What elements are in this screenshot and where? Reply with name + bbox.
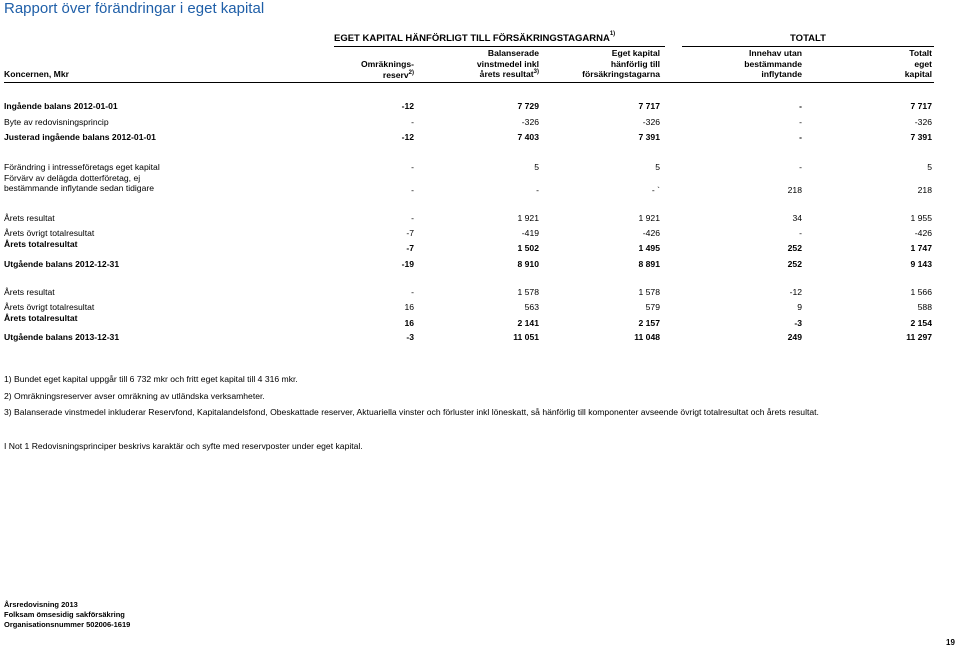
table-cell: - <box>411 185 414 195</box>
table-cell: -12 <box>401 101 414 111</box>
col-header-line: hänförlig till <box>610 58 660 69</box>
table-cell: 8 910 <box>517 259 539 269</box>
table-cell: 2 141 <box>517 318 539 328</box>
table-cell: 8 891 <box>638 259 660 269</box>
col-header-line: årets resultat <box>479 69 534 79</box>
table-cell: 7 403 <box>517 132 539 142</box>
table-cell: 1 955 <box>910 213 932 223</box>
col-header-translation-reserve <box>334 59 414 80</box>
footnote-1: 1) Bundet eget kapital uppgår till 6 732 mkr och fritt eget kapital till 4 316 mkr. <box>4 374 298 384</box>
row-label <box>4 117 109 127</box>
col-header-line: Omräknings- <box>360 59 414 69</box>
row-label <box>4 287 55 297</box>
table-cell: -326 <box>642 117 660 127</box>
col-header-line: eget <box>914 58 932 69</box>
table-cell: 1 578 <box>517 287 539 297</box>
col-header-line: bestämmande <box>744 58 802 69</box>
row-label-header: Koncernen, Mkr <box>4 69 69 79</box>
row-label-line: Utgående balans 2012-12-31 <box>4 259 120 269</box>
table-cell: - <box>411 117 414 127</box>
table-cell: 11 048 <box>634 332 660 342</box>
table-cell: -3 <box>794 318 802 328</box>
table-cell: 1 747 <box>910 243 932 253</box>
table-cell: - ` <box>651 185 660 195</box>
table-cell: 7 391 <box>638 132 660 142</box>
table-cell: 588 <box>917 302 932 312</box>
row-label-line: Justerad ingående balans 2012-01-01 <box>4 132 156 142</box>
footnote-2: 2) Omräkningsreserver avser omräkning av utländska verksamheter. <box>4 391 265 401</box>
row-label-line: Årets övrigt totalresultat <box>4 302 95 312</box>
row-label <box>4 162 160 172</box>
row-label <box>4 101 118 111</box>
group-header-policyholders <box>334 33 615 44</box>
table-cell: 1 921 <box>517 213 539 223</box>
table-cell: 218 <box>917 185 932 195</box>
row-label-line: Årets totalresultat <box>4 313 78 323</box>
table-cell: -7 <box>406 228 414 238</box>
row-label <box>4 302 94 312</box>
header-underline-group2 <box>682 46 934 47</box>
table-cell: 7 717 <box>910 101 932 111</box>
row-label-line: Årets resultat <box>4 287 55 297</box>
footnote-ref: 3) <box>533 69 539 75</box>
row-label <box>4 332 119 342</box>
table-cell: -419 <box>521 228 539 238</box>
group-header-total: TOTALT <box>790 33 826 44</box>
row-label-line: Byte av redovisningsprincip <box>4 117 109 127</box>
col-header-line: inflytande <box>761 69 802 79</box>
row-label-line: Förvärv av delägda dotterföretag, ej <box>4 173 141 183</box>
table-cell: 2 157 <box>638 318 660 328</box>
table-cell: -7 <box>406 243 414 253</box>
row-label <box>4 313 78 323</box>
table-cell: 249 <box>787 332 802 342</box>
table-cell: 9 <box>797 302 802 312</box>
table-cell: 7 391 <box>910 132 932 142</box>
table-cell: 34 <box>792 213 802 223</box>
table-cell: 16 <box>404 318 414 328</box>
table-cell: 1 495 <box>638 243 660 253</box>
col-header-equity-policyholders <box>560 48 660 80</box>
col-header-retained-earnings <box>449 48 539 80</box>
col-header-non-controlling <box>712 48 802 80</box>
table-cell: 16 <box>404 302 414 312</box>
table-cell: - <box>411 287 414 297</box>
col-header-line: Eget kapital <box>611 48 660 58</box>
row-label <box>4 173 154 193</box>
table-cell: 218 <box>787 185 802 195</box>
table-cell: 1 921 <box>638 213 660 223</box>
table-cell: - <box>799 162 802 172</box>
footer-org-number: Organisationsnummer 502006-1619 <box>4 620 131 629</box>
table-cell: 1 502 <box>517 243 539 253</box>
row-label-line: bestämmande inflytande sedan tidigare <box>4 183 155 193</box>
table-cell: - <box>411 162 414 172</box>
header-underline-group1 <box>334 46 665 47</box>
table-cell: - <box>799 101 802 111</box>
row-label-line: Årets totalresultat <box>4 239 78 249</box>
footnote-ref: 1) <box>609 31 616 37</box>
col-header-line: vinstmedel inkl <box>476 58 539 69</box>
col-header-total-equity <box>852 48 932 80</box>
footer-company: Folksam ömsesidig sakförsäkring <box>4 610 125 619</box>
table-cell: - <box>536 185 539 195</box>
row-label-line: Årets övrigt totalresultat <box>4 228 95 238</box>
table-cell: 2 154 <box>910 318 932 328</box>
note-reference: I Not 1 Redovisningsprinciper beskrivs karaktär och syfte med reservposter under eget kapital. <box>4 441 363 451</box>
table-cell: -12 <box>789 287 802 297</box>
table-cell: -426 <box>642 228 660 238</box>
row-label-line: Utgående balans 2013-12-31 <box>4 332 120 342</box>
col-header-line: Innehav utan <box>748 48 802 58</box>
table-cell: 7 729 <box>517 101 539 111</box>
table-cell: 9 143 <box>910 259 932 269</box>
table-cell: 252 <box>787 259 802 269</box>
table-cell: 5 <box>655 162 660 172</box>
table-cell: 563 <box>524 302 539 312</box>
row-label <box>4 228 94 238</box>
table-cell: 1 578 <box>638 287 660 297</box>
row-label <box>4 239 78 249</box>
page-number: 19 <box>946 638 955 647</box>
footer-report-name: Årsredovisning 2013 <box>4 600 78 609</box>
table-cell: 7 717 <box>638 101 660 111</box>
table-cell: -12 <box>401 132 414 142</box>
group-header-text: EGET KAPITAL HÄNFÖRLIGT TILL FÖRSÄKRINGSTAGARNA <box>334 33 610 44</box>
table-cell: - <box>799 132 802 142</box>
table-cell: 1 566 <box>910 287 932 297</box>
table-cell: - <box>411 213 414 223</box>
col-header-line: reserv <box>382 69 409 80</box>
header-bottom-rule <box>4 82 934 83</box>
table-cell: -19 <box>401 259 414 269</box>
footnote-ref: 2) <box>408 69 414 76</box>
table-cell: -326 <box>521 117 539 127</box>
table-cell: 252 <box>787 243 802 253</box>
page-title: Rapport över förändringar i eget kapital <box>4 0 265 17</box>
row-label <box>4 213 55 223</box>
row-label-line: Förändring i intresseföretags eget kapital <box>4 162 160 172</box>
row-label <box>4 132 156 142</box>
row-label-line: Årets resultat <box>4 213 55 223</box>
table-cell: 579 <box>645 302 660 312</box>
row-label-line: Ingående balans 2012-01-01 <box>4 101 118 111</box>
footnote-3: 3) Balanserade vinstmedel inkluderar Reservfond, Kapitalandelsfond, Obeskattade reserver, Aktuariella vinster och förluster inkl löneskatt, så hänförlig till komponenter avseende övrigt totalresultat och årets resultat. <box>4 407 819 417</box>
table-cell: - <box>799 117 802 127</box>
col-header-line: Totalt <box>909 48 932 58</box>
row-label <box>4 259 119 269</box>
col-header-line: Balanserade <box>487 48 539 58</box>
table-cell: 5 <box>534 162 539 172</box>
table-cell: 11 297 <box>906 332 932 342</box>
table-cell: -426 <box>914 228 932 238</box>
table-cell: - <box>799 228 802 238</box>
table-cell: 5 <box>927 162 932 172</box>
col-header-line: kapital <box>904 69 932 79</box>
table-cell: -326 <box>914 117 932 127</box>
col-header-line: försäkringstagarna <box>582 69 660 79</box>
table-cell: 11 051 <box>513 332 539 342</box>
table-cell: -3 <box>406 332 414 342</box>
